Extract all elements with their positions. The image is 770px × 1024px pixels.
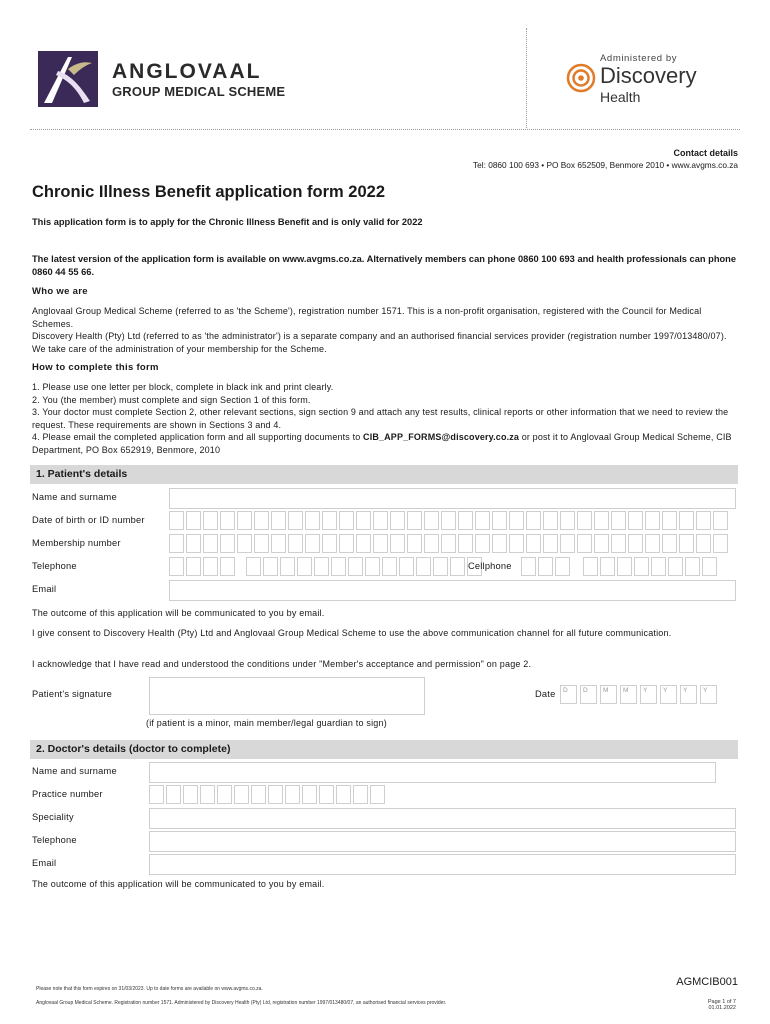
signature-date-boxes[interactable] [560, 685, 717, 704]
practice-number-boxes[interactable] [149, 785, 385, 804]
administrator-subtitle: Health [600, 89, 641, 105]
speciality-field[interactable] [149, 808, 736, 829]
doctor-telephone-field[interactable] [149, 831, 736, 852]
doctor-email-field[interactable] [149, 854, 736, 875]
page-indicator [708, 999, 736, 1011]
patient-email-label: Email [32, 584, 57, 594]
patient-telephone-label: Telephone [32, 561, 77, 571]
outcome-note: The outcome of this application will be communicated to you by email. [32, 608, 325, 618]
form-date: 01.01.2022 [708, 1005, 736, 1011]
anglovaal-logo-mark [38, 51, 98, 107]
date-box-year[interactable]: Y [660, 685, 677, 704]
doctor-outcome-note: The outcome of this application will be communicated to you by email. [32, 879, 325, 889]
consent-note: I give consent to Discovery Health (Pty) Ltd and Anglovaal Group Medical Scheme to use the above communication channel for all future communication. [32, 628, 672, 638]
date-box-year[interactable]: Y [680, 685, 697, 704]
registration-note: Anglovaal Group Medical Scheme. Registration number 1571. Administered by Discovery Health (Pty) Ltd, registration number 1997/013480/07, an authorised financial services provider. [36, 1000, 447, 1006]
administrator-name: Discovery [600, 63, 697, 88]
submission-email: CIB_APP_FORMS@discovery.co.za [363, 432, 520, 442]
how-to-complete-steps [32, 381, 740, 456]
dob-label: Date of birth or ID number [32, 515, 145, 525]
who-we-are-text [32, 305, 740, 355]
patient-telephone-number[interactable] [246, 557, 482, 576]
section2-header: 2. Doctor's details (doctor to complete) [30, 740, 738, 759]
patient-name-label: Name and surname [32, 492, 117, 502]
patient-telephone-area-code[interactable] [169, 557, 235, 576]
brand-subtitle: GROUP MEDICAL SCHEME [112, 84, 286, 99]
doctor-telephone-label: Telephone [32, 835, 77, 845]
header-vertical-divider [526, 28, 527, 128]
step4-suffix: or post it to Anglovaal Group Medical Scheme, CIB Department, PO Box 652919, Benmore, 2010 [32, 432, 732, 455]
patient-email-field[interactable] [169, 580, 736, 601]
date-box-year[interactable]: Y [700, 685, 717, 704]
doctor-name-field[interactable] [149, 762, 716, 783]
administered-by-label: Administered by [600, 53, 678, 64]
step4-prefix: 4. Please email the completed application form and all supporting documents to [32, 432, 364, 442]
instruction-step: 1. Please use one letter per block, complete in black ink and print clearly. [32, 382, 334, 392]
patient-name-field[interactable] [169, 488, 736, 509]
date-box-month[interactable]: M [600, 685, 617, 704]
brand-name: ANGLOVAAL [112, 60, 262, 83]
date-box-month[interactable]: M [620, 685, 637, 704]
date-box-year[interactable]: Y [640, 685, 657, 704]
section1-header: 1. Patient's details [30, 465, 738, 484]
date-label: Date [535, 689, 556, 699]
form-code: AGMCIB001 [676, 976, 738, 988]
instruction-step: 3. Your doctor must complete Section 2, other relevant sections, sign section 9 and attach any test results, clinical reports or other information that we need to review the request. These requirements are shown in Sections 3 and 4. [32, 407, 729, 430]
minor-signature-note: (if patient is a minor, main member/legal guardian to sign) [146, 718, 387, 728]
patient-signature-label: Patient's signature [32, 689, 112, 699]
contact-details-title: Contact details [673, 148, 738, 158]
form-expiry-note: Please note that this form expires on 31/03/2023. Up to date forms are available on www.avgms.co.za. [36, 986, 263, 992]
practice-number-label: Practice number [32, 789, 103, 799]
cellphone-number[interactable] [583, 557, 717, 576]
how-to-complete-heading: How to complete this form [32, 362, 159, 373]
contact-details-line: Tel: 0860 100 693 • PO Box 652509, Benmore 2010 • www.avgms.co.za [472, 160, 738, 170]
header-horizontal-divider [30, 129, 740, 130]
who-we-are-paragraph: Anglovaal Group Medical Scheme (referred to as 'the Scheme'), registration number 1571. This is a non-profit organisation, registered with the Council for Medical Schemes. [32, 306, 702, 329]
acknowledgement-note: I acknowledge that I have read and understood the conditions under "Member's acceptance and permission" on page 2. [32, 659, 532, 669]
who-we-are-heading: Who we are [32, 286, 88, 297]
doctor-name-label: Name and surname [32, 766, 117, 776]
speciality-label: Speciality [32, 812, 74, 822]
discovery-logo-icon [566, 63, 596, 93]
instruction-step [32, 431, 740, 456]
date-box-day[interactable]: D [560, 685, 577, 704]
form-title: Chronic Illness Benefit application form 2022 [32, 183, 386, 201]
who-we-are-paragraph: Discovery Health (Pty) Ltd (referred to as 'the administrator') is a separate company and an authorised financial services provider (registration number 1997/013480/07). We take care of the administration of your membership for the Scheme. [32, 331, 727, 354]
instruction-step: 2. You (the member) must complete and sign Section 1 of this form. [32, 394, 311, 405]
membership-number-label: Membership number [32, 538, 121, 548]
cellphone-label: Cellphone [468, 561, 512, 571]
patient-signature-field[interactable] [149, 677, 425, 715]
cellphone-prefix[interactable] [521, 557, 570, 576]
page-number: Page 1 of 7 [707, 999, 736, 1005]
latest-version-note: The latest version of the application form is available on www.avgms.co.za. Alternatively members can phone 0860 100 693 and health professionals can phone 0860 44 55 66. [32, 254, 737, 277]
doctor-email-label: Email [32, 858, 57, 868]
membership-number-boxes[interactable] [169, 534, 728, 553]
validity-note: This application form is to apply for the Chronic Illness Benefit and is only valid for 2022 [32, 217, 423, 227]
date-box-day[interactable]: D [580, 685, 597, 704]
dob-id-boxes[interactable] [169, 511, 728, 530]
